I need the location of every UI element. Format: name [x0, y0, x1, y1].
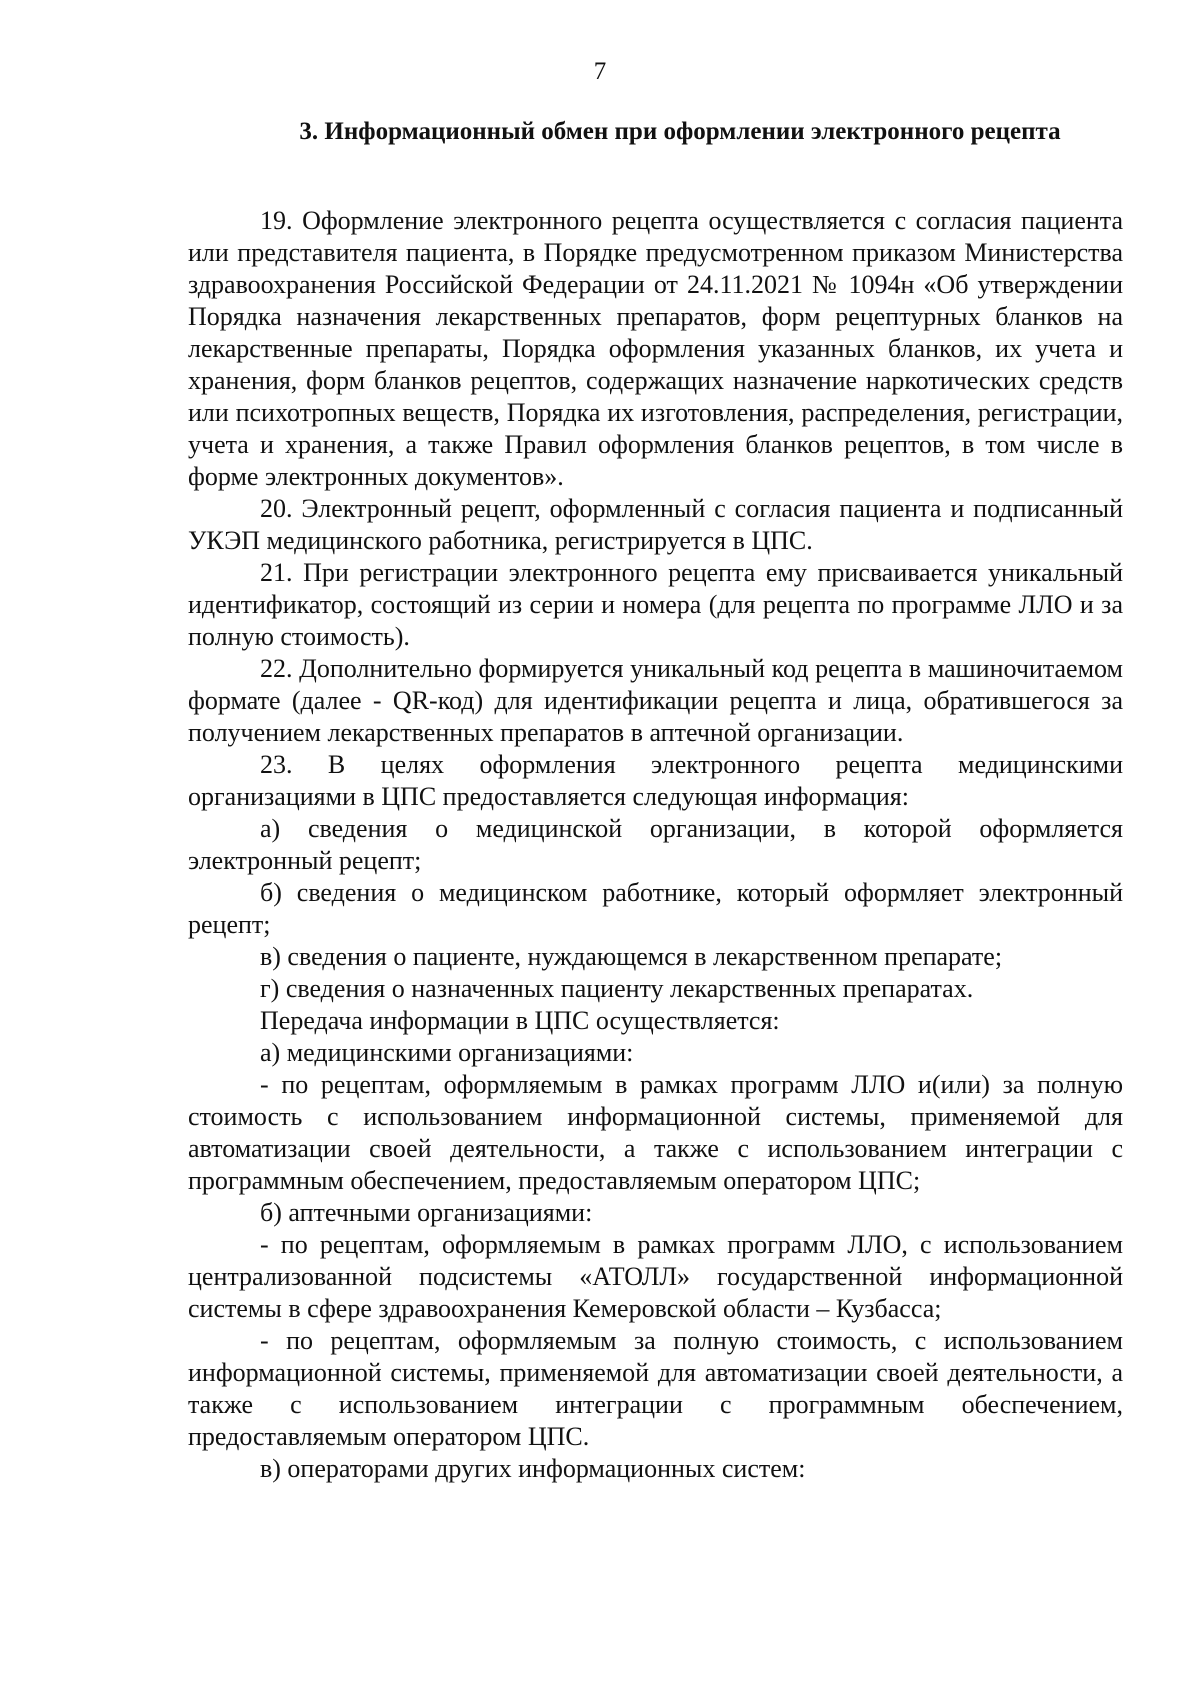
transfer-item-a-dash: - по рецептам, оформляемым в рамках программ ЛЛО и(или) за полную стоимость с использованием информационной системы, применяемой для автоматизации своей деятельности, а также с использованием интеграции с программным обеспечением, предоставляемым оператором ЦПС; [188, 1070, 1123, 1195]
transfer-item-b-dash-1: - по рецептам, оформляемым в рамках программ ЛЛО, с использованием централизованной подсистемы «АТОЛЛ» государственной информационной системы в сфере здравоохранения Кемеровской области – Кузбасса; [188, 1230, 1123, 1323]
section-heading: 3. Информационный обмен при оформлении электронного рецепта [299, 118, 1061, 145]
transfer-item-v: в) операторами других информационных систем: [260, 1454, 806, 1483]
transfer-item-a: а) медицинскими организациями: [260, 1038, 634, 1067]
transfer-intro: Передача информации в ЦПС осуществляется: [260, 1006, 780, 1035]
transfer-item-b: б) аптечными организациями: [260, 1198, 593, 1227]
list-item-b: б) сведения о медицинском работнике, который оформляет электронный рецепт; [188, 878, 1123, 939]
paragraph-19: 19. Оформление электронного рецепта осуществляется с согласия пациента или представителя пациента, в Порядке предусмотренном приказом Министерства здравоохранения Российской Федерации от 24.11.2021 № 1094н «Об утверждении Порядка назначения лекарственных препаратов, форм рецептурных бланков на лекарственные препараты, Порядка оформления указанных бланков, их учета и хранения, форм бланков рецептов, содержащих назначение наркотических средств или психотропных веществ, Порядка их изготовления, распределения, регистрации, учета и хранения, а также Правил оформления бланков рецептов, в том числе в форме электронных документов». [188, 206, 1123, 491]
paragraph-23: 23. В целях оформления электронного рецепта медицинскими организациями в ЦПС предоставляется следующая информация: [188, 750, 1123, 811]
document-body [188, 205, 1123, 1485]
paragraph-20: 20. Электронный рецепт, оформленный с согласия пациента и подписанный УКЭП медицинского работника, регистрируется в ЦПС. [188, 494, 1123, 555]
paragraph-21: 21. При регистрации электронного рецепта ему присваивается уникальный идентификатор, состоящий из серии и номера (для рецепта по программе ЛЛО и за полную стоимость). [188, 558, 1123, 651]
transfer-item-b-dash-2: - по рецептам, оформляемым за полную стоимость, с использованием информационной системы, применяемой для автоматизации своей деятельности, а также с использованием интеграции с программным обеспечением, предоставляемым оператором ЦПС. [188, 1326, 1123, 1451]
page-number: 7 [593, 58, 607, 85]
list-item-a: а) сведения о медицинской организации, в которой оформляется электронный рецепт; [188, 814, 1123, 875]
list-item-v: в) сведения о пациенте, нуждающемся в лекарственном препарате; [260, 942, 1003, 971]
list-item-g: г) сведения о назначенных пациенту лекарственных препаратах. [260, 974, 974, 1003]
paragraph-22: 22. Дополнительно формируется уникальный код рецепта в машиночитаемом формате (далее - QR-код) для идентификации рецепта и лица, обратившегося за получением лекарственных препаратов в аптечной организации. [188, 654, 1123, 747]
